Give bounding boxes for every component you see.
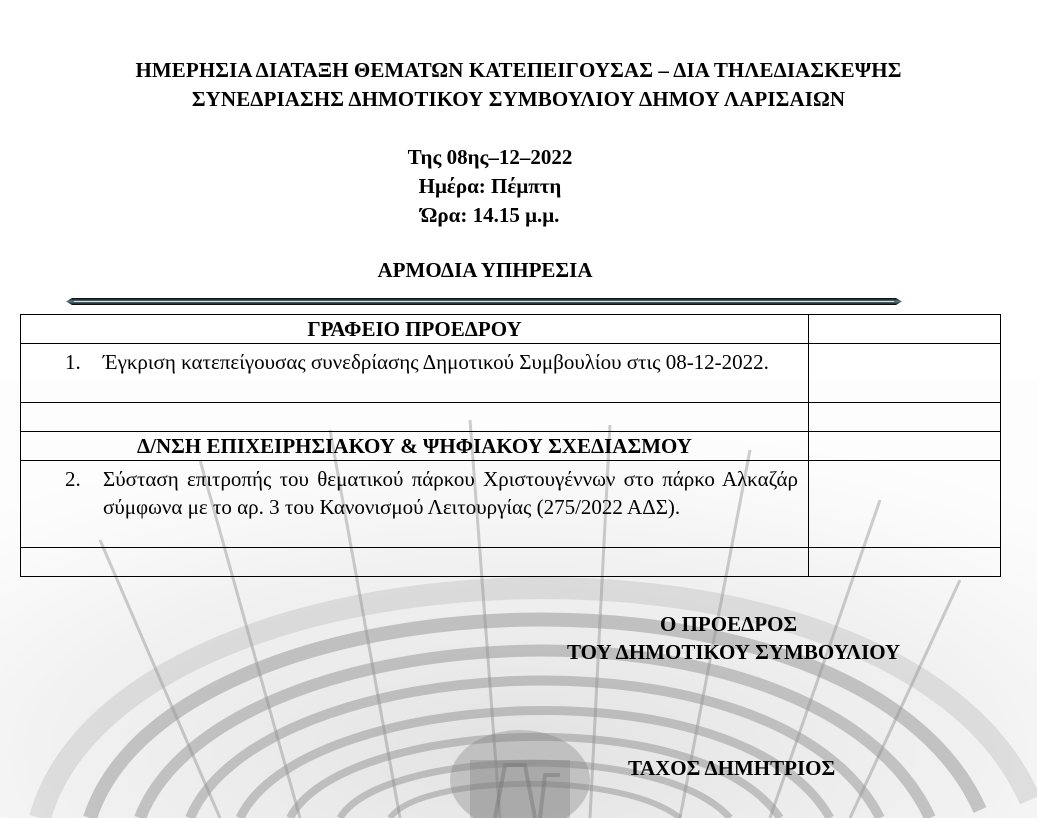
- meeting-time: Ώρα: 14.15 μ.μ.: [420, 203, 560, 227]
- empty-cell: [21, 548, 809, 577]
- table-row: [21, 344, 1001, 403]
- table-row: [21, 461, 1001, 548]
- service-heading: ΑΡΜΟΔΙΑ ΥΠΗΡΕΣΙΑ: [377, 258, 593, 282]
- empty-cell: [21, 403, 809, 432]
- section-heading: Δ/ΝΣΗ ΕΠΙΧΕΙΡΗΣΙΑΚΟΥ & ΨΗΦΙΑΚΟΥ ΣΧΕΔΙΑΣΜΟΥ: [137, 434, 692, 458]
- empty-cell: [809, 461, 1001, 548]
- section-heading-cell: [21, 315, 809, 344]
- section-heading-cell: [21, 432, 809, 461]
- empty-cell: [809, 548, 1001, 577]
- signatory-role-line-1: Ο ΠΡΟΕΔΡΟΣ: [660, 612, 798, 636]
- meeting-day: Ημέρα: Πέμπτη: [418, 174, 562, 198]
- empty-cell: [809, 432, 1001, 461]
- table-row: [21, 403, 1001, 432]
- document-title-line-2: ΣΥΝΕΔΡΙΑΣΗΣ ΔΗΜΟΤΙΚΟΥ ΣΥΜΒΟΥΛΙΟΥ ΔΗΜΟΥ ΛΑΡΙΣΑΙΩΝ: [191, 87, 846, 111]
- agenda-item-cell: [21, 344, 809, 403]
- empty-cell: [809, 403, 1001, 432]
- agenda-item: [21, 344, 808, 376]
- table-row: [21, 548, 1001, 577]
- agenda-item: [21, 461, 808, 521]
- table-row: [21, 432, 1001, 461]
- agenda-item-number: 1.: [65, 350, 81, 374]
- decorative-divider: [66, 297, 902, 306]
- meeting-date: Της 08ης–12–2022: [407, 145, 573, 169]
- agenda-item-text: Έγκριση κατεπείγουσας συνεδρίασης Δημοτικού Συμβουλίου στις 08-12-2022.: [103, 350, 769, 374]
- agenda-item-text: Σύσταση επιτροπής του θεματικού πάρκου Χριστουγέννων στο πάρκο Αλκαζάρ σύμφωνα με το αρ. 3 του Κανονισμού Λειτουργίας (275/2022 ΑΔΣ).: [103, 467, 798, 519]
- signatory-role-line-2: ΤΟΥ ΔΗΜΟΤΙΚΟΥ ΣΥΜΒΟΥΛΙΟΥ: [567, 640, 901, 664]
- empty-cell: [809, 315, 1001, 344]
- document-title-line-1: ΗΜΕΡΗΣΙΑ ΔΙΑΤΑΞΗ ΘΕΜΑΤΩΝ ΚΑΤΕΠΕΙΓΟΥΣΑΣ – ΔΙΑ ΤΗΛΕΔΙΑΣΚΕΨΗΣ: [135, 58, 902, 82]
- agenda-item-number: 2.: [65, 467, 81, 491]
- agenda-table: [20, 314, 1001, 577]
- signatory-name: ΤΑΧΟΣ ΔΗΜΗΤΡΙΟΣ: [628, 756, 836, 780]
- agenda-item-cell: [21, 461, 809, 548]
- empty-cell: [809, 344, 1001, 403]
- table-row: [21, 315, 1001, 344]
- section-heading: ΓΡΑΦΕΙΟ ΠΡΟΕΔΡΟΥ: [307, 317, 522, 341]
